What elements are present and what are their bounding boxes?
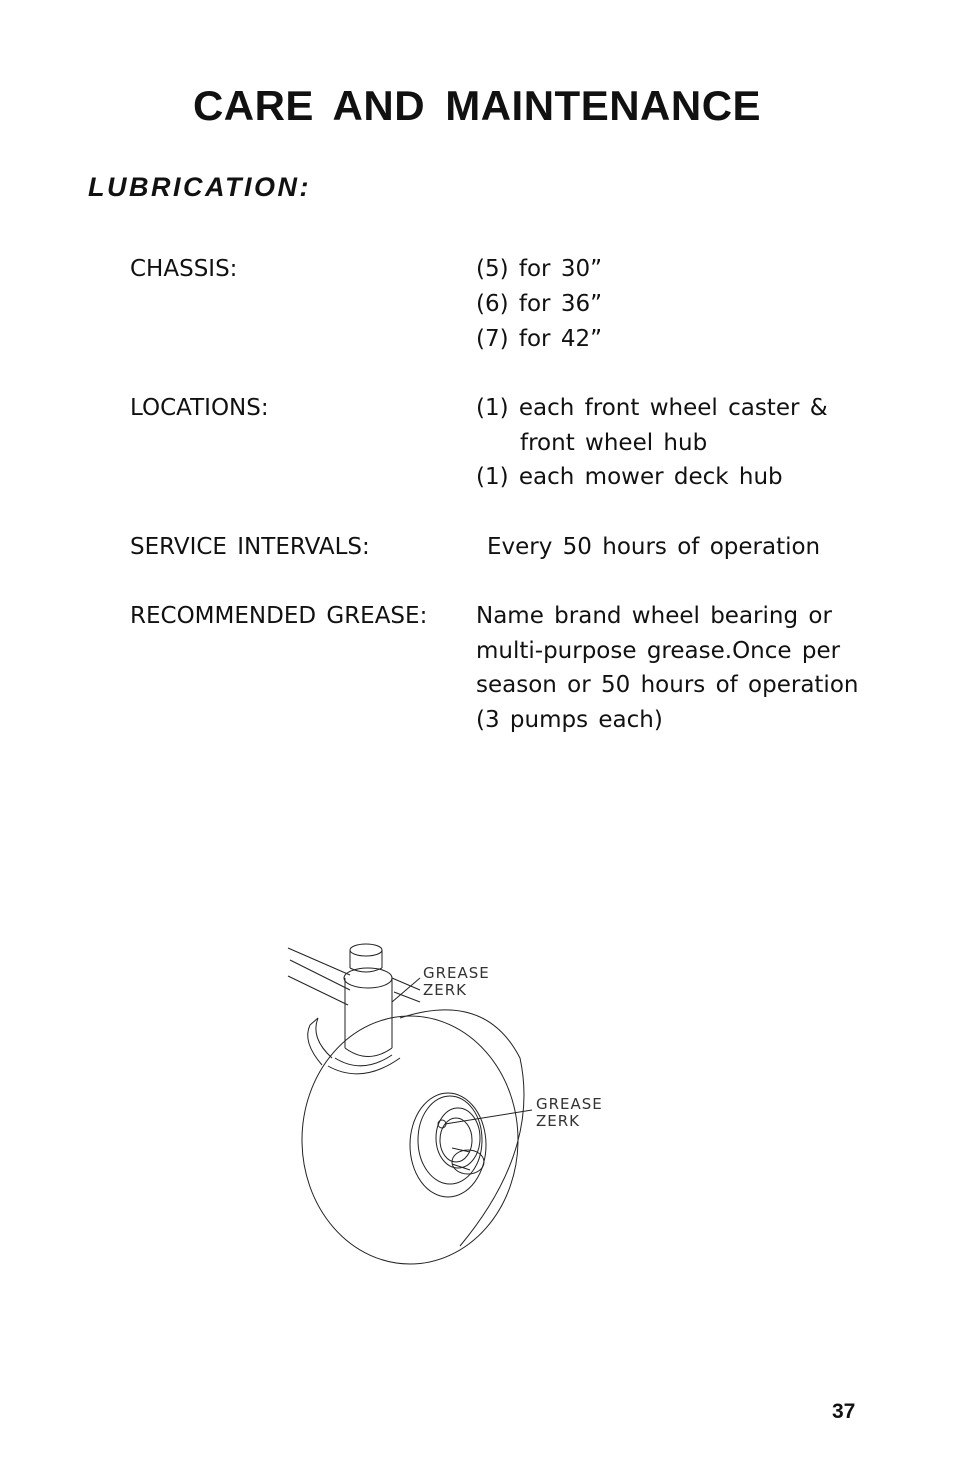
chassis-label: CHASSIS: (130, 256, 238, 282)
locations-line: (1) each front wheel caster & (476, 395, 828, 421)
callout-hub-line: GREASE (536, 1095, 603, 1113)
service-intervals-line: Every 50 hours of operation (487, 534, 821, 560)
chassis-line: (5) for 30” (476, 256, 603, 282)
recommended-grease-line: Name brand wheel bearing or (476, 603, 832, 629)
page-number: 37 (832, 1400, 856, 1423)
section-heading-lubrication: LUBRICATION: (88, 172, 311, 202)
callout-top-line: GREASE (423, 964, 490, 982)
chassis-line: (7) for 42” (476, 326, 603, 352)
service-intervals-label: SERVICE INTERVALS: (130, 534, 370, 560)
recommended-grease-line: (3 pumps each) (476, 707, 663, 733)
recommended-grease-label: RECOMMENDED GREASE: (130, 603, 428, 629)
locations-line: (1) each mower deck hub (476, 464, 783, 490)
locations-label: LOCATIONS: (130, 395, 269, 421)
callout-top-line: ZERK (423, 981, 468, 999)
caster-wheel-diagram (270, 930, 630, 1270)
callout-hub-line: ZERK (536, 1112, 581, 1130)
recommended-grease-line: multi-purpose grease.Once per (476, 638, 841, 664)
page-title: CARE AND MAINTENANCE (192, 82, 762, 129)
locations-line: front wheel hub (520, 430, 708, 456)
recommended-grease-line: season or 50 hours of operation (476, 672, 859, 698)
chassis-line: (6) for 36” (476, 291, 603, 317)
